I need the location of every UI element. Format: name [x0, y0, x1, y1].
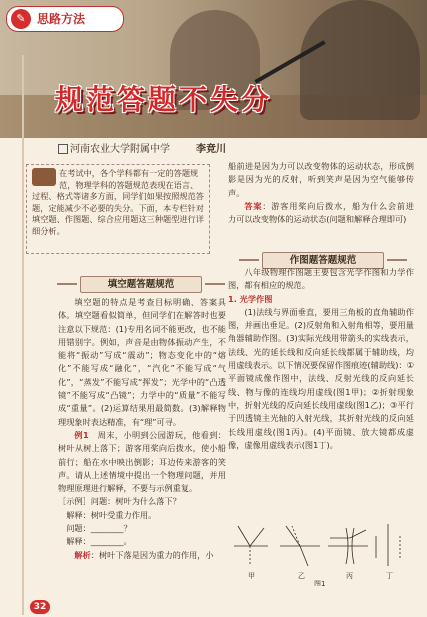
sample-answer: 解释：树叶受重力作用。 [66, 509, 157, 520]
analysis-text: ：树叶下落是因为重力的作用，小 [90, 549, 214, 560]
intro-text: 在考试中，各个学科都有一定的答题规范，物理学科的答题规范表现在语言、过程、格式等诸多方面，同学们如果按照规范答题，定能减少不必要的失分。下面，本专栏针对填空题、作图题、综合应用题这三种题型进行详细分析。 [32, 168, 204, 236]
magnifier-icon [32, 168, 56, 186]
square-icon [58, 144, 68, 154]
diagram-plane-mirror [376, 524, 400, 566]
diagram-refraction [280, 526, 320, 566]
author-school: 河南农业大学附属中学 [70, 144, 170, 155]
analysis-continued: 船前进是因为力可以改变物体的运动状态，形成倒影是因为光的反射，听到笑声是因为空气能够传声。 [228, 161, 414, 198]
figure-label-d: 丁 [386, 572, 393, 580]
question-blank: ________？ [90, 523, 132, 534]
section-heading-drawing: 作图题答题规范 [262, 252, 384, 269]
figure-label-b: 乙 [298, 572, 305, 580]
section-drawing-body [228, 266, 414, 452]
lightbulb-icon: ✎ [11, 9, 31, 29]
answer-text: ：游客用桨向后拨水，船为什么会前进 力可以改变物体的运动状态(问题和解释合理即可) [228, 200, 423, 225]
explain-label: 解释： [66, 536, 91, 547]
drawing-paragraph: (1)法线与界面垂直，要用三角板的直角辅助作图，并画出垂足。(2)反射角和入射角相等，要用量角器辅助作图。(3)实际光线用带箭头的实线表示，法线、光的延长线和反向延长线都属于辅助线，均用虚线表示。以下情况要保留作图痕迹(辅助线)：①平面镜成像作图中，法线、反射光线的反向延长线、物与像的连线均用虚线(图1甲)；②折射现象中，折射光线的反向延长线用虚线(图1乙)；③平行于凹透镜主光轴的入射光线，其折射光线的反向延长线用虚线(图1丙)。(4)平面镜、放大镜都成虚像，虚像用虚线表示(图1丁)。 [228, 306, 414, 450]
question-label: 问题： [66, 523, 91, 534]
figure-caption: 图1 [314, 580, 326, 586]
header-banner [0, 0, 427, 138]
sample-question: ［示例］问题：树叶为什么落下？ [58, 496, 181, 507]
page-number: 32 [30, 600, 50, 614]
decorative-sideline [22, 55, 24, 615]
byline [58, 140, 418, 154]
analysis-label: 解析 [74, 549, 91, 560]
figure-1-diagrams [228, 516, 414, 586]
example-label: 例1 [74, 429, 89, 440]
author-name: 李竞川 [196, 144, 226, 155]
intro-box [26, 164, 210, 254]
column-tag [6, 6, 124, 32]
diagram-mirror [234, 526, 268, 566]
drawing-subheading: 1. 光学作图 [228, 293, 273, 304]
section-fill-blank-body [58, 296, 226, 562]
column-tag-label: 思路方法 [37, 12, 86, 26]
drawing-intro: 八年级物理作图题主要包含光学作图和力学作图，都有相应的规范。 [228, 267, 414, 291]
answer-label: 答案 [244, 200, 263, 211]
column-two-top [228, 160, 423, 226]
article-title: 规范答题不失分 [55, 83, 273, 116]
diagram-concave-lens [328, 528, 368, 564]
example-text: 周末，小明到公园游玩，他看到：树叶从树上落下；游客用桨向后拨水，使小船前行；船在水中映出倒影；耳边传来游客的笑声。请从上述情境中提出一个物理问题，并用物理原理进行解释，不要与示例重复。 [58, 429, 226, 494]
explain-blank: ________。 [90, 536, 132, 547]
figure-label-a: 甲 [248, 572, 255, 580]
figure-label-c: 丙 [346, 572, 353, 580]
section-heading-fill-blank: 填空题答题规范 [80, 276, 202, 293]
fill-blank-paragraph: 填空题的特点是考查目标明确、答案具体。填空题看似简单，但同学们在解答时也要注意以下规范：(1)专用名词不能更改，也不能用错别字。例如，声音是由物体振动产生，不能将“振动”写成“震动”；物态变化中的“熔化”不能写成“融化”，“汽化”不能写成“气化”，“蒸发”不能写成“挥发”；光学中的“凸透镜”不能写成“凸镜”；力学中的“质量”不能写成“重量”。(2)运算结果用最简数。(3)解释物理现象时表达精准，有“理”可寻。 [58, 297, 226, 427]
